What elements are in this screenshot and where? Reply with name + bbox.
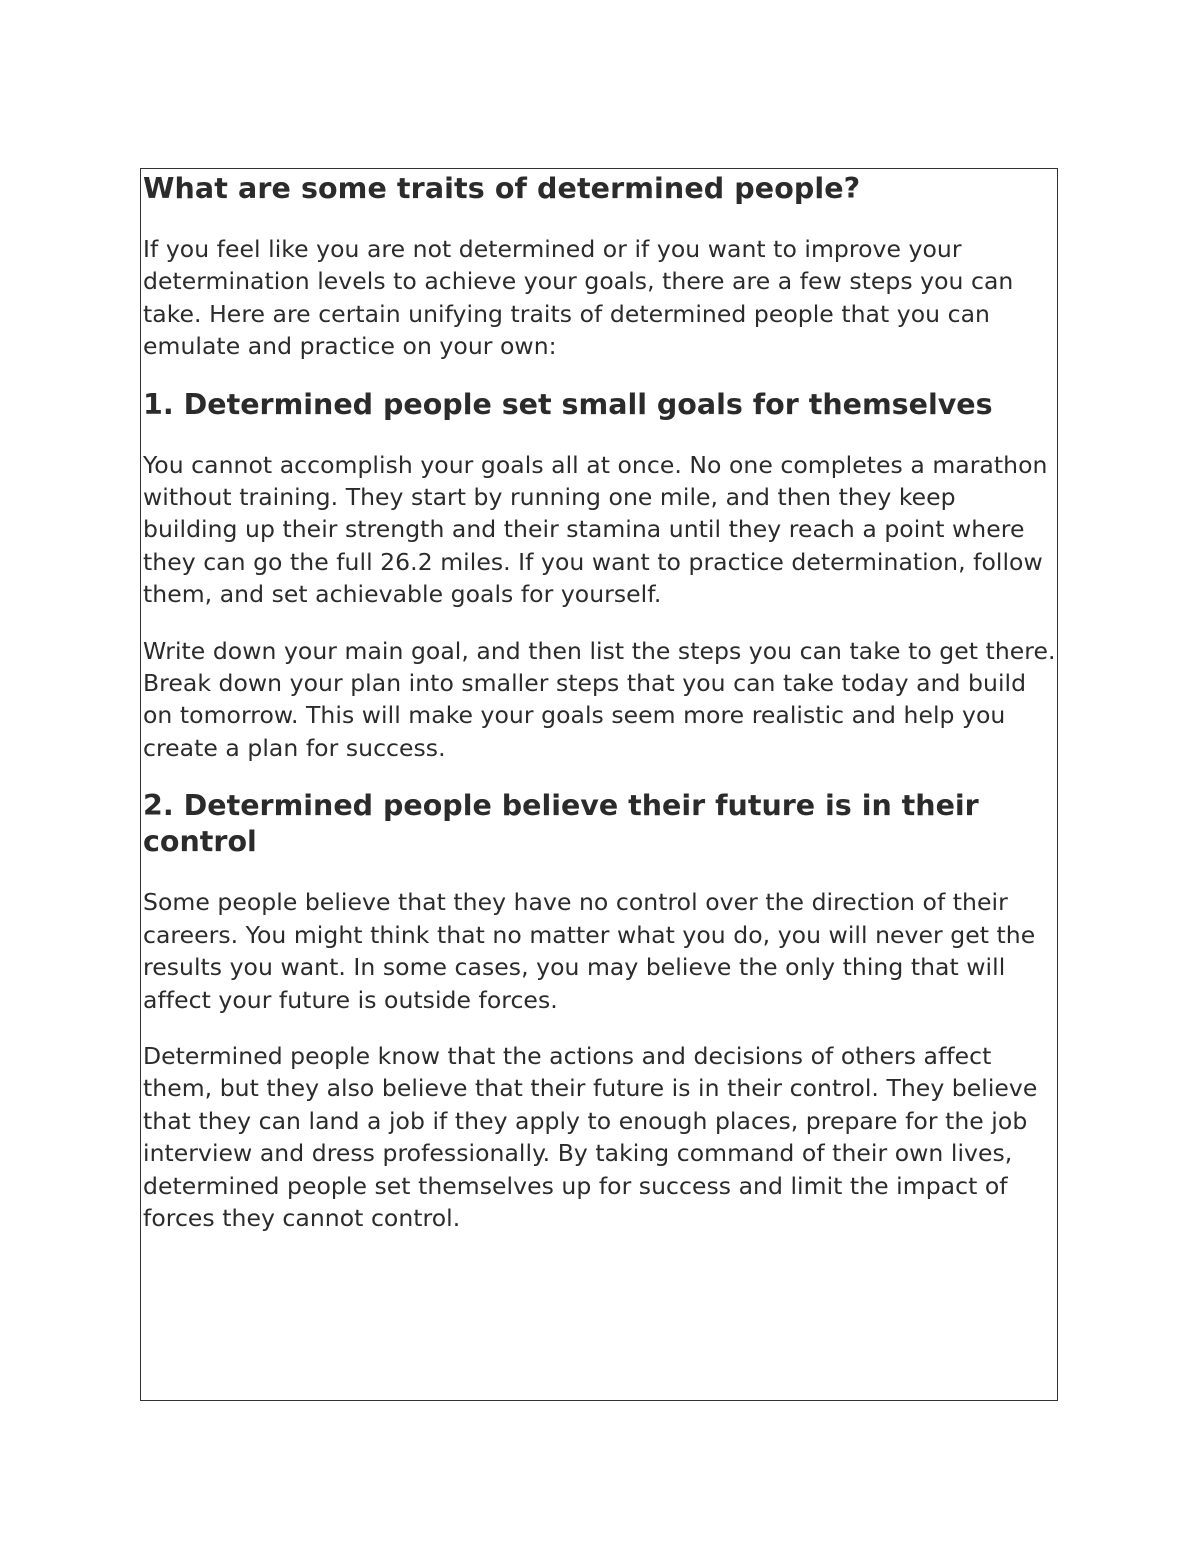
document-frame: [140, 168, 1058, 1401]
section-1-paragraph-2: Write down your main goal, and then list the steps you can take to get there. Break down your plan into smaller steps that you can take today and build on tomorrow. This will make your goals seem more realistic and help you create a plan for success.: [143, 636, 1056, 762]
section-2-paragraph-1: Some people believe that they have no control over the direction of their careers. You might think that no matter what you do, you will never get the results you want. In some cases, you may believe the only thing that will affect your future is outside forces.: [143, 888, 1036, 1014]
section-1-heading: 1. Determined people set small goals for themselves: [143, 387, 993, 421]
intro-paragraph: If you feel like you are not determined or if you want to improve your determination levels to achieve your goals, there are a few steps you can take. Here are certain unifying traits of determined people that you can emulate and practice on your own:: [143, 235, 1014, 361]
section-2-paragraph-2: Determined people know that the actions and decisions of others affect them, but they also believe that their future is in their control. They believe that they can land a job if they apply to enough places, prepare for the job interview and dress professionally. By taking command of their own lives, determined people set themselves up for success and limit the impact of forces they cannot control.: [143, 1041, 1038, 1232]
section-1-paragraph-1: You cannot accomplish your goals all at once. No one completes a marathon without training. They start by running one mile, and then they keep building up their strength and their stamina until they reach a point where they can go the full 26.2 miles. If you want to practice determination, follow them, and set achievable goals for yourself.: [143, 450, 1048, 609]
page-title: What are some traits of determined people?: [143, 172, 861, 205]
section-2-heading: 2. Determined people believe their future is in their control: [143, 789, 979, 859]
